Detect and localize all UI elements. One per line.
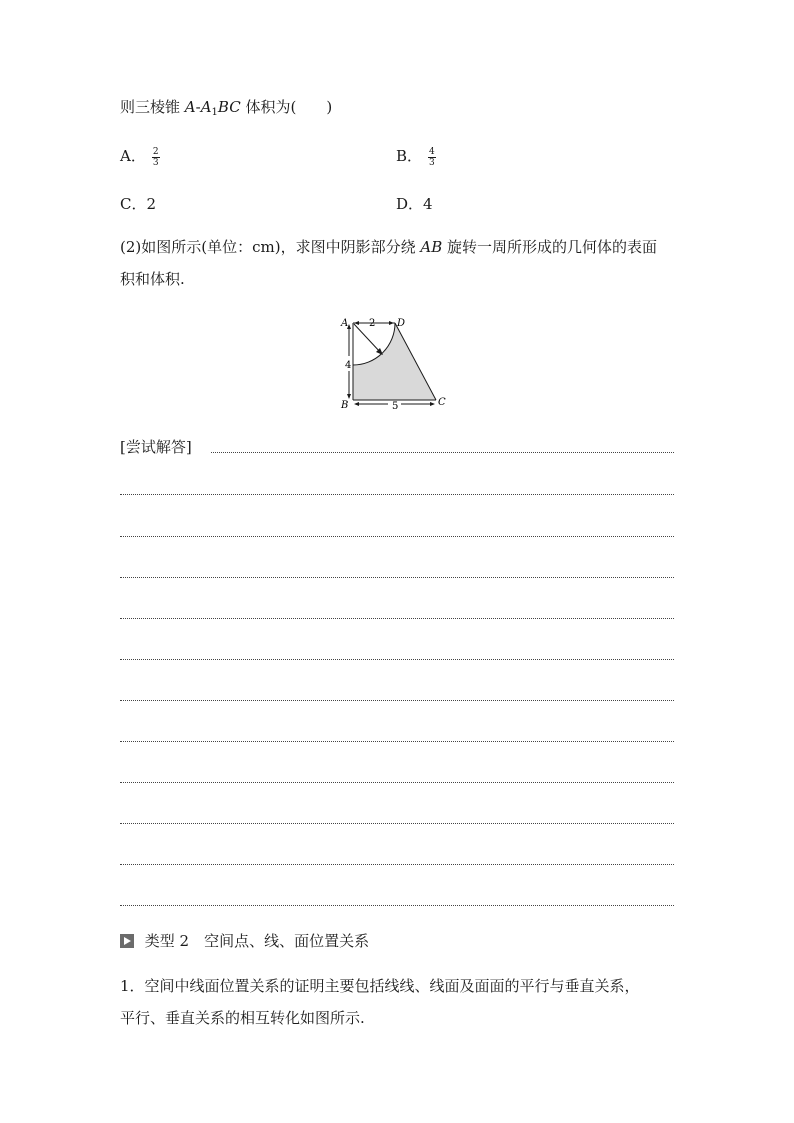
label-c: C [438, 397, 446, 408]
expr-dash: - [195, 98, 201, 116]
option-a-fraction [152, 147, 160, 168]
play-arrow-icon [120, 934, 134, 948]
answer-line[interactable] [120, 905, 674, 906]
expr-a1-sub: 1 [211, 107, 218, 118]
section-header [120, 931, 369, 951]
question2-line2-text: 积和体积. [120, 270, 185, 288]
expr-a1: A [200, 98, 212, 116]
dim-bottom-arrow-left [354, 402, 359, 406]
question2-var: AB [420, 238, 443, 256]
question-suffix: 体积为( ) [240, 98, 333, 116]
geometry-figure [338, 312, 456, 416]
option-c [120, 194, 156, 214]
answer-line[interactable] [120, 618, 674, 619]
option-b [396, 146, 436, 168]
answer-line[interactable] [120, 864, 674, 865]
option-a [120, 146, 160, 168]
dim-left-arrow-bottom [347, 394, 351, 399]
dim-bottom-label: 5 [392, 401, 399, 412]
label-a: A [341, 318, 349, 329]
option-a-label: A． [120, 147, 146, 165]
option-d-value: 4 [423, 195, 433, 213]
option-a-num: 2 [152, 146, 159, 157]
answer-line[interactable] [120, 823, 674, 824]
dim-top-label: 2 [369, 318, 376, 329]
question-prefix: 则三棱锥 [120, 98, 185, 116]
answer-line[interactable] [120, 577, 674, 578]
answer-line[interactable] [120, 782, 674, 783]
question2-post: 旋转一周所形成的几何体的表面 [442, 238, 657, 256]
option-d [396, 194, 433, 214]
answer-label [120, 437, 192, 457]
answer-label-text: [尝试解答] [120, 438, 192, 456]
question-tail [120, 97, 332, 123]
answer-line[interactable] [120, 741, 674, 742]
radius-line [354, 324, 381, 353]
expr-bc: BC [217, 98, 241, 116]
point1-line1-text: 1．空间中线面位置关系的证明主要包括线线、线面及面面的平行与垂直关系， [120, 977, 640, 995]
shaded-region [353, 323, 436, 400]
question2-line2 [120, 269, 185, 289]
label-b: B [341, 400, 349, 411]
section-title: 类型 2 空间点、线、面位置关系 [144, 932, 370, 950]
option-b-num: 4 [429, 146, 435, 157]
option-a-den: 3 [152, 157, 159, 168]
question2-line1 [120, 237, 657, 257]
point1-line1 [120, 976, 640, 996]
option-b-label: B． [396, 147, 423, 165]
answer-line[interactable] [120, 659, 674, 660]
option-d-label: D． [396, 195, 424, 213]
dim-left-label: 4 [345, 360, 352, 371]
answer-line[interactable] [120, 700, 674, 701]
option-b-den: 3 [429, 157, 435, 168]
label-d: D [397, 318, 406, 329]
option-c-label: C． [120, 195, 147, 213]
dim-bottom-arrow-right [430, 402, 435, 406]
option-c-value: 2 [146, 195, 157, 213]
question2-pre: (2)如图所示(单位：cm)，求图中阴影部分绕 [120, 238, 421, 256]
answer-line[interactable] [211, 452, 674, 453]
point1-line2-text: 平行、垂直关系的相互转化如图所示. [120, 1009, 365, 1027]
expr-a: A [184, 98, 196, 116]
answer-line[interactable] [120, 536, 674, 537]
answer-line[interactable] [120, 494, 674, 495]
dim-top-arrow-right [389, 321, 394, 325]
option-b-fraction [428, 147, 436, 168]
point1-line2 [120, 1008, 365, 1028]
